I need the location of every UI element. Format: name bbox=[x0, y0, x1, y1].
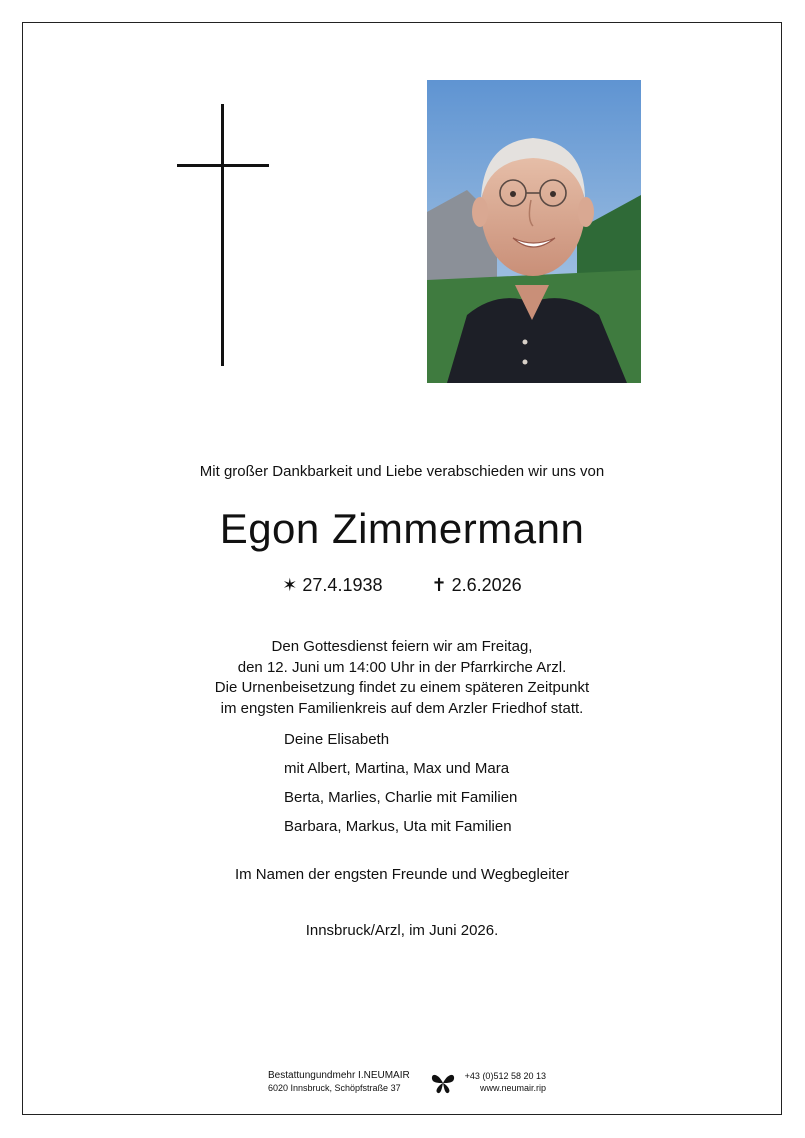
birth-date-value: 27.4.1938 bbox=[302, 575, 383, 595]
death-date bbox=[432, 575, 522, 596]
funeral-home-footer bbox=[266, 1070, 566, 1098]
deceased-name: Egon Zimmermann bbox=[219, 505, 585, 552]
funeral-home-name: Bestattungundmehr I.NEUMAIR bbox=[268, 1070, 410, 1081]
intro-text: Mit großer Dankbarkeit und Liebe verabschieden wir uns von bbox=[199, 463, 605, 480]
life-dates bbox=[22, 575, 782, 596]
mourner-line: Barbara, Markus, Uta mit Familien bbox=[284, 818, 512, 835]
mourners-list bbox=[284, 730, 517, 846]
star-icon: ✶ bbox=[282, 575, 298, 595]
small-cross-icon: ✝ bbox=[431, 575, 447, 595]
service-info bbox=[22, 637, 782, 719]
service-line: Den Gottesdienst feiern wir am Freitag, bbox=[271, 638, 533, 655]
funeral-home-website[interactable]: www.neumair.rip bbox=[479, 1083, 546, 1093]
mourner-line: Berta, Marlies, Charlie mit Familien bbox=[284, 789, 518, 806]
butterfly-icon bbox=[430, 1071, 456, 1095]
funeral-home-address: 6020 Innsbruck, Schöpfstraße 37 bbox=[268, 1083, 401, 1093]
cross-icon bbox=[177, 104, 269, 366]
funeral-home-phone: +43 (0)512 58 20 13 bbox=[464, 1071, 546, 1081]
mourner-line: mit Albert, Martina, Max und Mara bbox=[284, 760, 510, 777]
card-border bbox=[22, 22, 782, 1115]
birth-date bbox=[282, 575, 382, 596]
service-line: Die Urnenbeisetzung findet zu einem späteren Zeitpunkt bbox=[214, 679, 590, 696]
service-line: den 12. Juni um 14:00 Uhr in der Pfarrkirche Arzl. bbox=[237, 658, 567, 676]
death-date-value: 2.6.2026 bbox=[451, 575, 522, 595]
service-line: im engsten Familienkreis auf dem Arzler Friedhof statt. bbox=[220, 699, 584, 717]
mourner-line: Deine Elisabeth bbox=[284, 731, 390, 748]
friends-line: Im Namen der engsten Freunde und Wegbegleiter bbox=[234, 866, 570, 883]
portrait-photo bbox=[427, 80, 641, 383]
place-date: Innsbruck/Arzl, im Juni 2026. bbox=[305, 922, 499, 939]
